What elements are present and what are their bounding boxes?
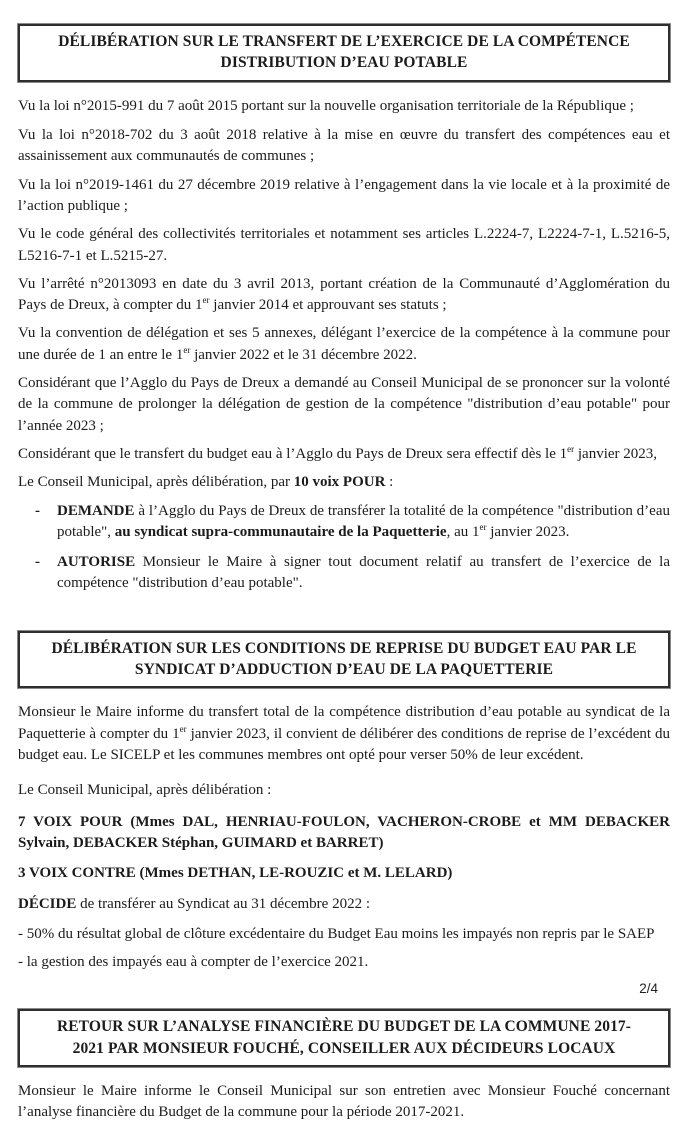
- paragraph: Monsieur le Maire informe du transfert total de la compétence distribution d’eau potable au syndicat de la Paquetterie à compter du 1er janvier 2023, il convient de délibérer des conditions de reprise de l’excédent du budget eau. Le SICELP et les communes membres ont opté pour verser 50% de leur excédent.: [18, 704, 670, 764]
- section-reprise-budget-eau: [18, 631, 670, 974]
- paragraph: - la gestion des impayés eau à compter de l’exercice 2021.: [18, 954, 369, 971]
- section-title: DÉLIBÉRATION SUR LES CONDITIONS DE REPRISE DU BUDGET EAU PAR LE SYNDICAT D’ADDUCTION D’EAU DE LA PAQUETTERIE: [51, 639, 637, 679]
- paragraph: Considérant que le transfert du budget eau à l’Agglo du Pays de Dreux sera effectif dès le 1er janvier 2023,: [18, 443, 658, 462]
- decision-list: [18, 501, 670, 595]
- deliberation-title-box-1: [18, 24, 670, 82]
- paragraph: Considérant que l’Agglo du Pays de Dreux a demandé au Conseil Municipal de se prononcer sur la volonté de la commune de prolonger la délégation de gestion de la compétence "distribution d’eau potable" pour l’année 2023 ;: [18, 375, 670, 434]
- paragraph: Monsieur le Maire informe le Conseil Municipal sur son entretien avec Monsieur Fouché concernant l’analyse financière du Budget de la commune pour la période 2017-2021.: [18, 1083, 670, 1121]
- list-item-text: DEMANDE à l’Agglo du Pays de Dreux de transférer la totalité de la compétence "distribution d’eau potable", au syndicat supra-communautaire de la Paquetterie, au 1er janvier 2023.: [57, 502, 670, 540]
- list-item: [35, 501, 670, 544]
- list-item-text: AUTORISE Monsieur le Maire à signer tout document relatif au transfert de l’exercice de la compétence "distribution d’eau potable".: [57, 554, 670, 592]
- paragraph: 7 VOIX POUR (Mmes DAL, HENRIAU-FOULON, VACHERON-CROBE et MM DEBACKER Sylvain, DEBACKER Stéphan, GUIMARD et BARRET): [18, 813, 670, 851]
- list-item: [35, 552, 670, 595]
- paragraph: Le Conseil Municipal, après délibération :: [18, 782, 272, 799]
- paragraph: Vu l’arrêté n°2013093 en date du 3 avril 2013, portant création de la Communauté d’Agglomération du Pays de Dreux, à compter du 1er janvier 2014 et approuvant ses statuts ;: [18, 275, 670, 314]
- paragraph: Vu la loi n°2018-702 du 3 août 2018 relative à la mise en œuvre du transfert des compétences eau et assainissement aux communautés de communes ;: [18, 127, 670, 165]
- paragraph: Le Conseil Municipal, après délibération, par 10 voix POUR :: [18, 474, 394, 491]
- section-transfert-competence: [18, 24, 670, 595]
- paragraph: Vu la loi n°2015-991 du 7 août 2015 portant sur la nouvelle organisation territoriale de la République ;: [18, 97, 634, 114]
- paragraph: DÉCIDE de transférer au Syndicat au 31 décembre 2022 :: [18, 895, 370, 912]
- section-title: RETOUR SUR L’ANALYSE FINANCIÈRE DU BUDGET DE LA COMMUNE 2017-2021 PAR MONSIEUR FOUCHÉ, CONSEILLER AUX DÉCIDEURS LOCAUX: [56, 1018, 632, 1057]
- deliberation-title-box-2: [18, 631, 670, 689]
- paragraph: Vu la convention de délégation et ses 5 annexes, délégant l’exercice de la compétence à la commune pour une durée de 1 an entre le 1er janvier 2022 et le 31 décembre 2022.: [18, 325, 670, 363]
- section-title: DÉLIBÉRATION SUR LE TRANSFERT DE L’EXERCICE DE LA COMPÉTENCE DISTRIBUTION D’EAU POTABLE: [58, 33, 630, 72]
- paragraph: Vu la loi n°2019-1461 du 27 décembre 2019 relative à l’engagement dans la vie locale et à la proximité de l’action publique ;: [18, 176, 670, 214]
- page-number: 2/4: [639, 981, 658, 996]
- section-analyse-financiere: [18, 1009, 670, 1123]
- paragraph: - 50% du résultat global de clôture excédentaire du Budget Eau moins les impayés non repris par le SAEP: [18, 925, 655, 942]
- list-dash: -: [35, 502, 40, 519]
- paragraph: Vu le code général des collectivités territoriales et notamment ses articles L.2224-7, L2224-7-1, L.5216-5, L5216-7-1 et L.5215-27.: [18, 226, 670, 264]
- list-dash: -: [35, 554, 40, 571]
- deliberation-title-box-3: [18, 1009, 670, 1067]
- paragraph: 3 VOIX CONTRE (Mmes DETHAN, LE-ROUZIC et M. LELARD): [18, 865, 453, 882]
